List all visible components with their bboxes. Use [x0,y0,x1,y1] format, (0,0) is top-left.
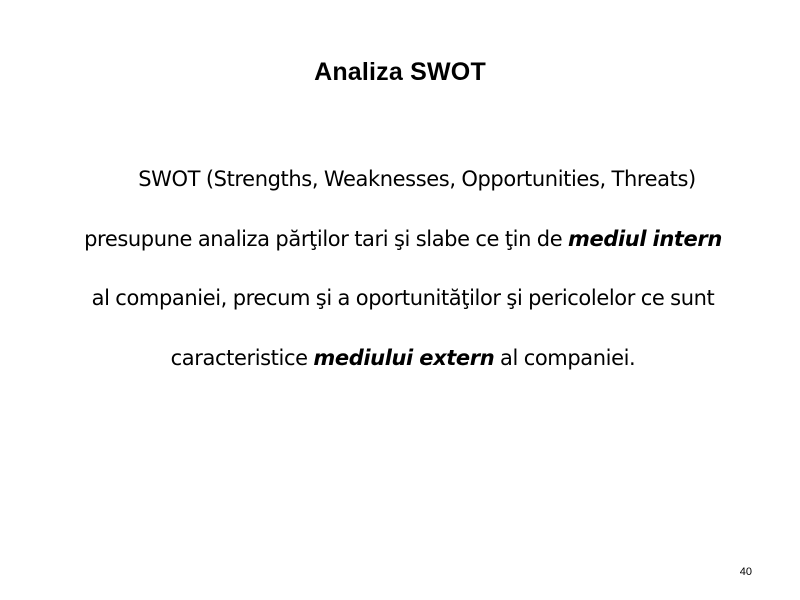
emphasis-external-environment: mediului extern [313,345,495,370]
slide-title: Analiza SWOT [314,58,486,86]
paragraph-text-1: SWOT (Strengths, Weaknesses, Opportunities, Threats) presupune analiza părţilor tari şi slabe ce ţin de [84,167,696,251]
slide-body-paragraph [78,150,728,388]
paragraph-text-3: al companiei. [494,345,636,370]
emphasis-internal-environment: mediul intern [568,226,722,251]
paragraph-text-2: al companiei, precum şi a oportunităţilor şi pericolelor ce sunt caracteristice [91,286,715,370]
page-number: 40 [739,566,752,578]
